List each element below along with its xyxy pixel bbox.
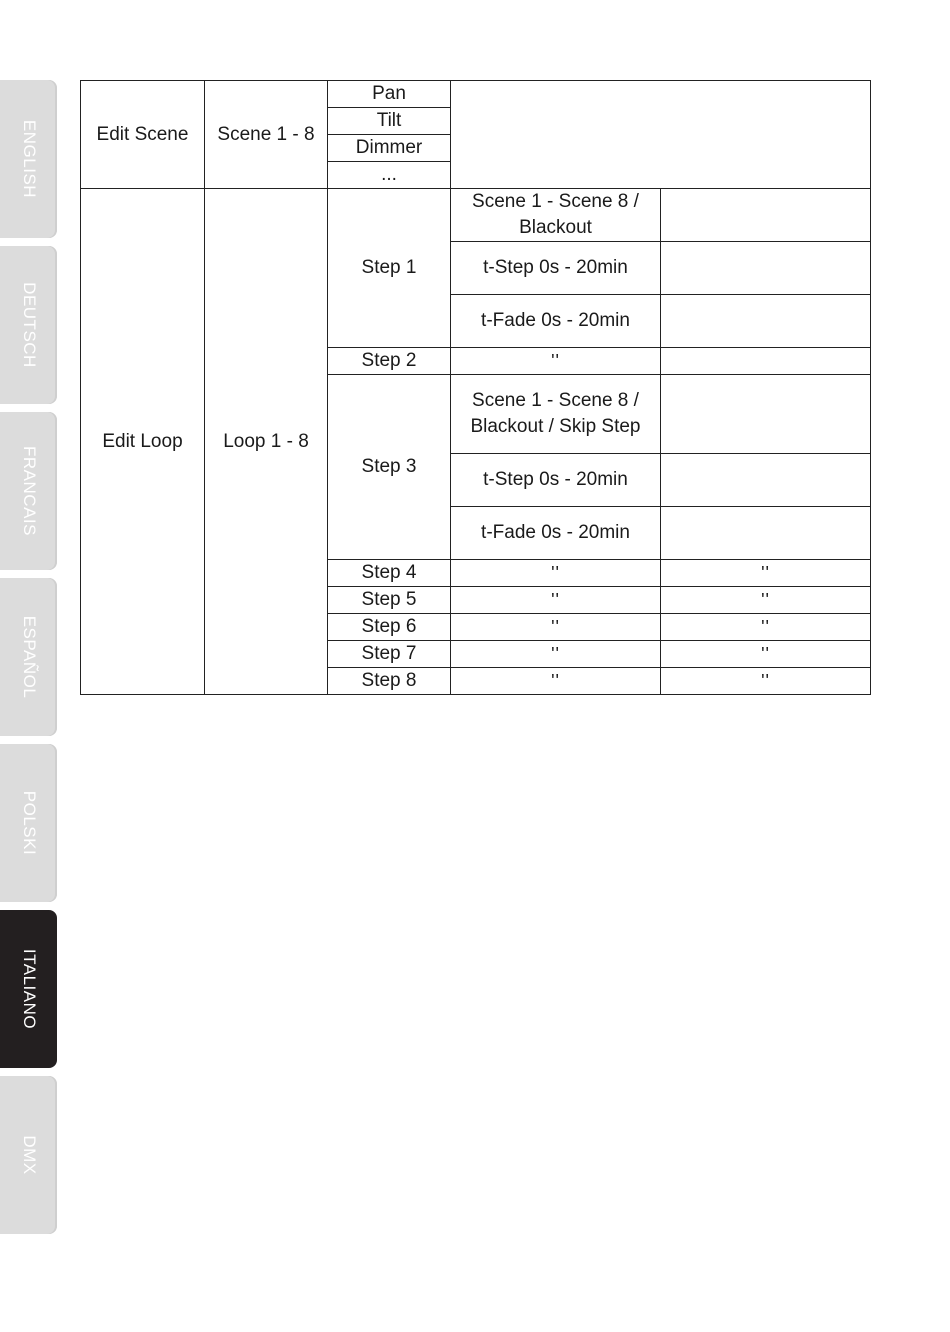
step-7-value-cell: '' xyxy=(451,641,661,668)
tab-espanol-label: ESPAÑOL xyxy=(19,615,39,699)
edit-scene-cell: Edit Scene xyxy=(81,81,205,189)
step-5-desc-cell: '' xyxy=(661,587,871,614)
loop-range-cell: Loop 1 - 8 xyxy=(205,189,328,695)
tab-italiano-label: ITALIANO xyxy=(19,948,39,1030)
tab-francais[interactable] xyxy=(0,412,57,570)
param-pan-cell: Pan xyxy=(328,81,451,108)
edit-scene-empty-cell xyxy=(451,81,871,189)
step-3-tfade-cell: t-Fade 0s - 20min xyxy=(451,507,661,560)
step-8-cell: Step 8 xyxy=(328,668,451,695)
tab-dmx-label: DMX xyxy=(19,1135,39,1175)
step-7-desc-cell: '' xyxy=(661,641,871,668)
step-3-scene-desc-cell xyxy=(661,375,871,454)
step-8-desc-cell: '' xyxy=(661,668,871,695)
tab-deutsch-label: DEUTSCH xyxy=(19,282,39,368)
step-3-scene-cell: Scene 1 - Scene 8 / Blackout / Skip Step xyxy=(451,375,661,454)
step-6-desc-cell: '' xyxy=(661,614,871,641)
tab-italiano[interactable] xyxy=(0,910,57,1068)
step-1-scene-desc-cell xyxy=(661,189,871,242)
param-tilt-cell: Tilt xyxy=(328,108,451,135)
step-4-cell: Step 4 xyxy=(328,560,451,587)
step-1-tstep-cell: t-Step 0s - 20min xyxy=(451,242,661,295)
step-3-tstep-desc-cell xyxy=(661,454,871,507)
tab-deutsch[interactable] xyxy=(0,246,57,404)
step-8-value-cell: '' xyxy=(451,668,661,695)
step-1-cell: Step 1 xyxy=(328,189,451,348)
step-1-tfade-cell: t-Fade 0s - 20min xyxy=(451,295,661,348)
step-2-value-cell: '' xyxy=(451,348,661,375)
table-row xyxy=(81,189,871,242)
tab-polski-label: POLSKI xyxy=(19,790,39,856)
step-1-scene-cell: Scene 1 - Scene 8 / Blackout xyxy=(451,189,661,242)
tab-espanol[interactable] xyxy=(0,578,57,736)
step-1-tstep-desc-cell xyxy=(661,242,871,295)
tab-francais-label: FRANCAIS xyxy=(19,446,39,536)
step-3-tfade-desc-cell xyxy=(661,507,871,560)
table-row xyxy=(81,81,871,108)
step-5-cell: Step 5 xyxy=(328,587,451,614)
step-7-cell: Step 7 xyxy=(328,641,451,668)
step-5-value-cell: '' xyxy=(451,587,661,614)
tab-english[interactable] xyxy=(0,80,57,238)
step-1-tfade-desc-cell xyxy=(661,295,871,348)
step-6-value-cell: '' xyxy=(451,614,661,641)
edit-loop-cell: Edit Loop xyxy=(81,189,205,695)
step-3-cell: Step 3 xyxy=(328,375,451,560)
scene-range-cell: Scene 1 - 8 xyxy=(205,81,328,189)
param-more-cell: ... xyxy=(328,162,451,189)
tab-english-label: ENGLISH xyxy=(19,119,39,199)
step-3-tstep-cell: t-Step 0s - 20min xyxy=(451,454,661,507)
step-2-cell: Step 2 xyxy=(328,348,451,375)
step-4-desc-cell: '' xyxy=(661,560,871,587)
tab-dmx[interactable] xyxy=(0,1076,57,1234)
step-4-value-cell: '' xyxy=(451,560,661,587)
step-2-desc-cell xyxy=(661,348,871,375)
tab-polski[interactable] xyxy=(0,744,57,902)
param-dimmer-cell: Dimmer xyxy=(328,135,451,162)
menu-structure-table xyxy=(80,80,871,695)
step-6-cell: Step 6 xyxy=(328,614,451,641)
